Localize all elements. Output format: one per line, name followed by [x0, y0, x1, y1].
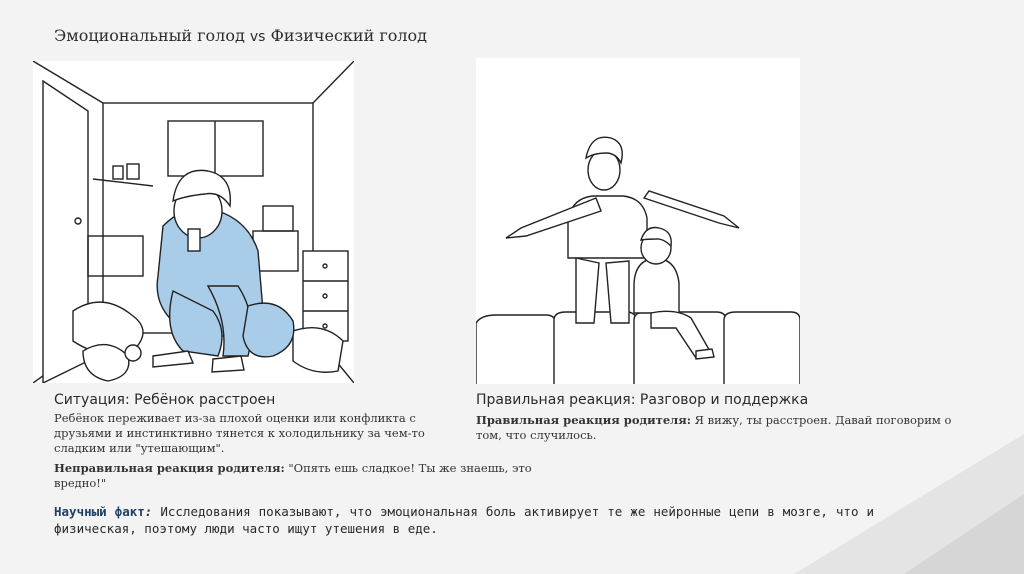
scientific-fact-label: Научный факт:	[54, 504, 153, 519]
correct-reaction-text: Я вижу, ты расстроен. Давай поговорим о том, что случилось.	[476, 413, 952, 442]
wrong-reaction	[54, 461, 574, 491]
wrong-reaction-text: "Опять ешь сладкое! Ты же знаешь, это вредно!"	[54, 461, 532, 490]
scientific-fact	[54, 503, 874, 537]
correct-reaction	[476, 413, 976, 443]
slide-title: Эмоциональный голод vs Физический голод	[54, 26, 427, 45]
correct-reaction-label: Правильная реакция родителя:	[476, 413, 691, 427]
illustration-upset-child	[33, 61, 354, 383]
scientific-fact-text: Исследования показывают, что эмоциональная боль активирует те же нейронные цепи в мозге, что и физическая, поэтому люди часто ищут утешения в еде.	[54, 504, 875, 536]
situation-description: Ребёнок переживает из-за плохой оценки или конфликта с друзьями и инстинктивно тянется к холодильнику за чем-то сладким или "утешающим".	[54, 411, 425, 455]
correct-reaction-heading: Правильная реакция: Разговор и поддержка	[476, 392, 809, 408]
illustration-parent-support	[476, 58, 800, 384]
situation-heading: Ситуация: Ребёнок расстроен	[54, 392, 276, 408]
wrong-reaction-label: Неправильная реакция родителя:	[54, 461, 285, 475]
